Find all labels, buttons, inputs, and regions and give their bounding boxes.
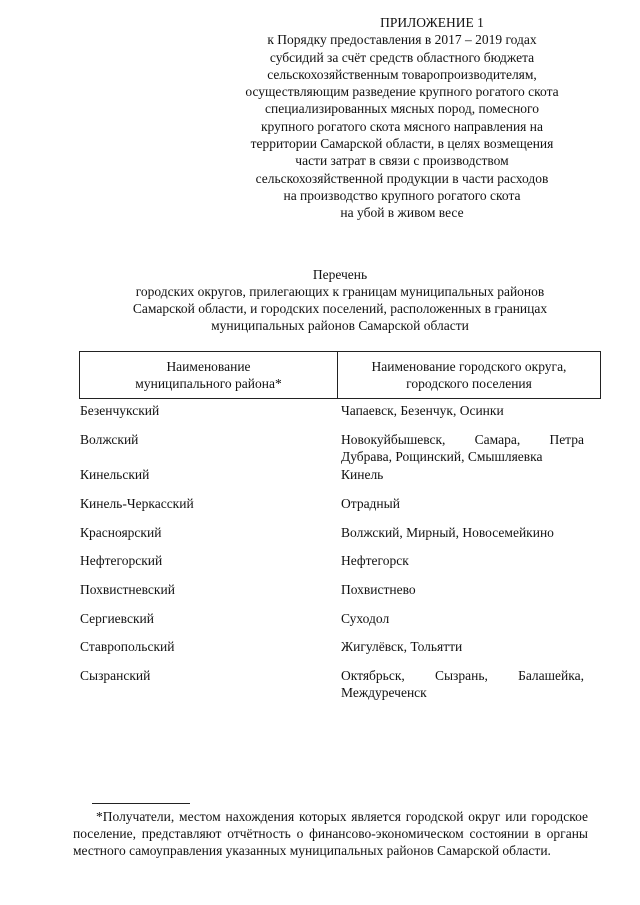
district-cell: Сызранский [80,668,151,683]
header-district-line: Наименование [166,359,251,374]
cities-cell: Чапаевск, Безенчук, Осинки [341,403,504,418]
district-cell: Ставропольский [80,639,175,654]
appendix-line: специализированных мясных пород, помесного [265,101,539,117]
appendix-line: на производство крупного рогатого скота [283,187,521,203]
cities-cell: Кинель [341,467,384,482]
header-district-line: муниципального района* [135,376,282,391]
district-cell: Кинель-Черкасский [80,496,194,511]
district-cell: Кинельский [80,467,150,482]
appendix-heading: ПРИЛОЖЕНИЕ 1 [380,15,484,30]
appendix-line: субсидий за счёт средств областного бюджета [269,49,535,65]
footnote-text: *Получатели, местом нахождения которых является городской округ или городское поселение, представляют отчётность о финансово-экономическом состоянии в органы местного самоуправления указанных муниципальных районов Самарской области. [73,809,588,858]
appendix-line: сельскохозяйственной продукции в части расходов [255,170,549,186]
cities-cell: Суходол [341,611,390,626]
appendix-line: части затрат в связи с производством [295,153,509,169]
list-title-block [60,266,620,334]
cities-cell: Похвистнево [341,582,416,597]
cities-cell: Новокуйбышевск, Самара, Петра Дубрава, Рощинский, Смышляевка [341,432,584,464]
footnote-divider [92,803,190,804]
header-district-cell [80,352,338,398]
district-cell: Красноярский [80,525,162,540]
cities-cell: Жигулёвск, Тольятти [341,639,463,654]
appendix-line: территории Самарской области, в целях возмещения [250,136,554,152]
header-cities-line: Наименование городского округа, [371,359,567,374]
district-cell: Похвистневский [80,582,175,597]
district-cell: Безенчукский [80,403,160,418]
district-cell: Сергиевский [80,611,154,626]
cities-cell: Волжский, Мирный, Новосемейкино [341,525,554,540]
district-cell: Нефтегорский [80,553,163,568]
list-title-line: Самарской области, и городских поселений, расположенных в границах [132,301,548,316]
list-title-line: муниципальных районов Самарской области [211,318,469,333]
cities-cell: Нефтегорск [341,553,409,568]
appendix-block [222,14,582,222]
appendix-line: к Порядку предоставления в 2017 – 2019 годах [267,32,537,48]
appendix-line: сельскохозяйственным товаропроизводителям, [267,66,537,82]
cities-cell: Октябрьск, Сызрань, Балашейка, Междуреченск [341,668,584,700]
header-cities-cell [338,352,600,398]
list-heading: Перечень [312,267,368,282]
list-title-line: городских округов, прилегающих к границам муниципальных районов [135,284,545,299]
table-header [79,351,601,399]
header-cities-line: городского поселения [406,376,532,391]
appendix-line: крупного рогатого скота мясного направления на [261,118,543,134]
appendix-line: на убой в живом весе [340,205,464,221]
appendix-line: осуществляющим разведение крупного рогатого скота [245,84,559,100]
district-cell: Волжский [80,432,139,447]
cities-cell: Отрадный [341,496,400,511]
